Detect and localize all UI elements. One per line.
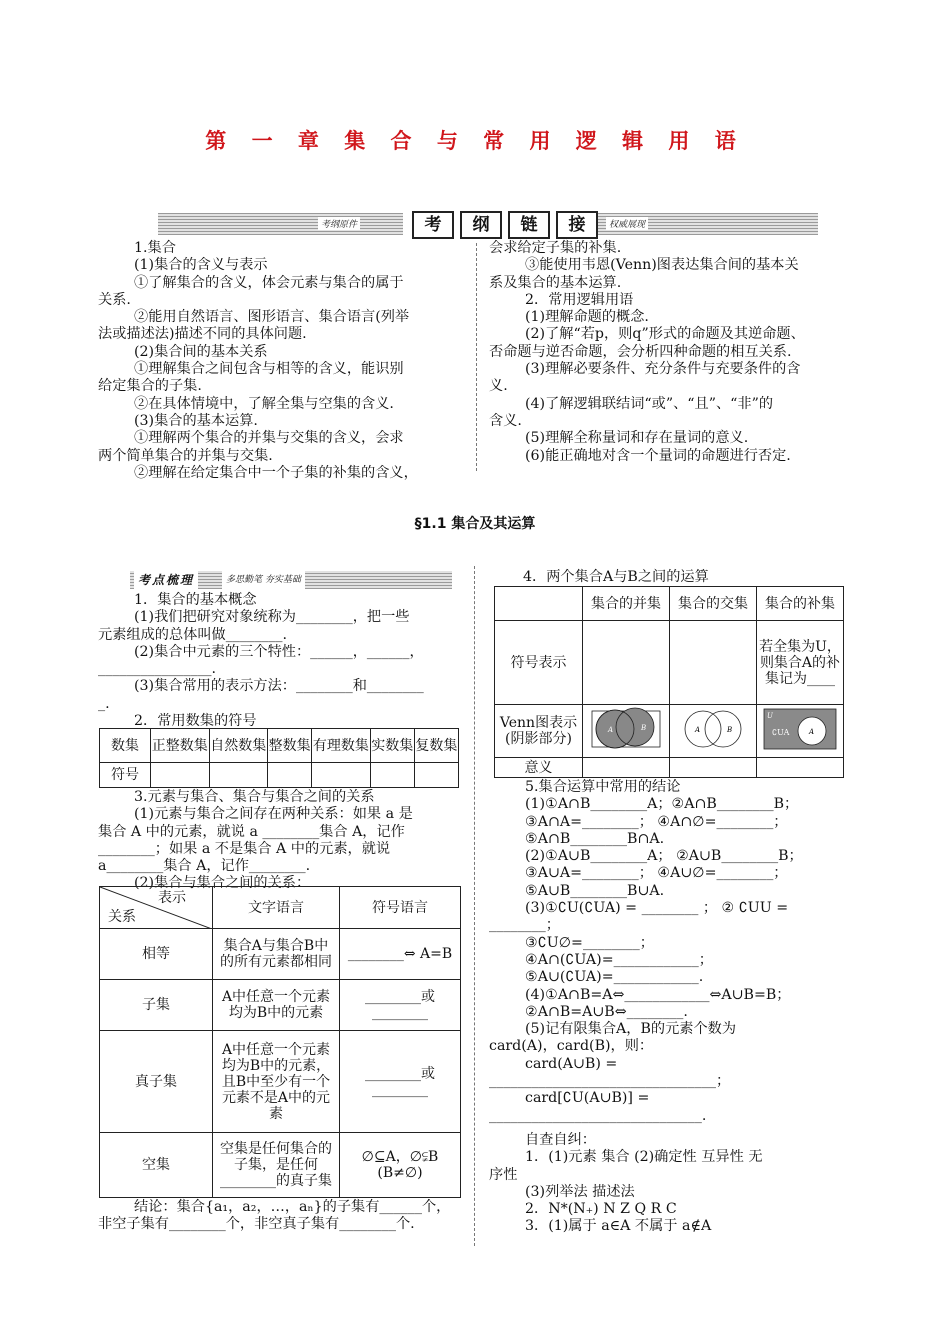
table-cell: 空集是任何集合的子集，是任何________的真子集: [213, 1133, 340, 1198]
text-line: ________________________________；: [489, 1073, 731, 1090]
text-line: ②A∩B=A∪B⇔________.: [525, 1003, 688, 1020]
table-cell: 真子集: [100, 1031, 213, 1133]
table-cell: 符号表示: [495, 621, 583, 705]
table-cell: 意义: [495, 758, 583, 778]
text-line: (2)①A∪B________A； ②A∪B________B；: [525, 848, 803, 865]
text-line: (3)列举法 描述法: [525, 1183, 635, 1200]
section-title: §1.1 集合及其运算: [414, 516, 536, 532]
table-cell: A中任意一个元素均为B中的元素: [213, 980, 340, 1031]
table-cell: 整数集: [268, 729, 312, 763]
text-line: ③∁U∅=________；: [525, 934, 654, 951]
text-line: 义.: [489, 378, 508, 395]
text-line: (1)我们把研究对象统称为________，把一些: [134, 609, 410, 626]
table-cell: 集合的交集: [670, 587, 757, 621]
table-cell: 符号语言: [340, 887, 461, 929]
text-line: card(A)，card(B)，则：: [489, 1038, 654, 1055]
operations-table: [494, 586, 844, 778]
text-line: card[∁U(A∪B)] =: [525, 1090, 650, 1107]
relations-block: [98, 789, 464, 893]
text-line: ________；: [489, 917, 560, 934]
text-line: (3)集合常用的表示方法：________和________: [134, 678, 424, 695]
text-line: 含义.: [489, 412, 522, 429]
table-cell: 集合A与集合B中的所有元素都相同: [213, 929, 340, 980]
text-line: (5)理解全称量词和存在量词的意义.: [525, 430, 749, 447]
concepts-block: [98, 592, 464, 730]
table-cell: ________或________: [340, 980, 461, 1031]
venn-label: ∁UA: [772, 728, 790, 737]
text-line: ④A∩(∁UA)=____________；: [525, 951, 713, 968]
text-line: ⑤A∪B________B∪A.: [525, 882, 665, 899]
table-cell: [209, 763, 268, 788]
table-cell: A中任意一个元素均为B中的元素，且B中至少有一个元素不是A中的元素: [213, 1031, 340, 1133]
syllabus-band: [158, 211, 818, 239]
conclusion-block: [98, 1199, 468, 1234]
kaodian-title: 考点梳理: [134, 571, 198, 589]
text-line: 5.集合运算中常用的结论: [525, 779, 681, 795]
band-char: 纲: [460, 211, 502, 239]
text-line: ①理解两个集合的并集与交集的含义，会求: [134, 430, 404, 447]
table-cell: Venn图表示(阴影部分): [495, 705, 583, 758]
text-line: 3．(1)属于 a∈A 不属于 a∉A: [525, 1218, 712, 1235]
text-line: 2．N*(N₊) N Z Q R C: [525, 1201, 677, 1218]
venn-label: B: [727, 726, 733, 734]
venn-intersection-diagram: [675, 705, 751, 753]
text-line: ②理解在给定集合中一个子集的补集的含义，: [134, 464, 418, 481]
table-cell: 实数集: [370, 729, 414, 763]
venn-union-diagram: [588, 705, 664, 753]
text-line: 法或描述法)描述不同的具体问题.: [98, 326, 307, 343]
text-line: 结论：集合{a₁，a₂，…，aₙ}的子集有______个，: [134, 1199, 451, 1215]
ops-title: 4．两个集合A与B之间的运算: [523, 569, 709, 585]
kaodian-subtitle: 多思勤笔 夯实基础: [222, 571, 305, 589]
text-line: 3.元素与集合、集合与集合之间的关系: [134, 789, 375, 805]
text-line: ________________.: [98, 661, 217, 678]
table-cell: ________或________: [340, 1031, 461, 1133]
text-line: 1．集合的基本概念: [134, 592, 257, 608]
venn-union-cell: [583, 705, 670, 758]
text-line: 2．常用逻辑用语: [525, 291, 634, 308]
venn-intersection-cell: [670, 705, 757, 758]
kaodian-bar: [130, 571, 452, 589]
syllabus-right-column: [489, 240, 859, 465]
text-line: card(A∪B) =: [525, 1055, 618, 1072]
table-cell: 正整数集: [151, 729, 210, 763]
column-divider: [476, 243, 477, 471]
text-line: (4)了解逻辑联结词“或”、“且”、“非”的: [525, 395, 774, 412]
table-cell: 子集: [100, 980, 213, 1031]
band-char: 接: [556, 211, 598, 239]
venn-label: A: [608, 726, 614, 734]
column-divider: [474, 566, 475, 1246]
table-cell: 有理数集: [312, 729, 371, 763]
text-line: (2)集合间的基本关系: [134, 343, 268, 360]
text-line: (4)①A∩B=A⇔____________⇔A∪B=B；: [525, 986, 791, 1003]
text-line: 会求给定子集的补集.: [489, 240, 622, 256]
text-line: a________集合 A，记作________.: [98, 858, 311, 875]
text-line: 元素组成的总体叫做________.: [98, 626, 287, 643]
venn-complement-diagram: [762, 705, 838, 753]
table-cell: 自然数集: [209, 729, 268, 763]
text-line: (1)集合的含义与表示: [134, 257, 268, 274]
venn-label: A: [809, 728, 815, 736]
text-line: 1.集合: [134, 240, 176, 256]
text-line: ②能用自然语言、图形语言、集合语言(列举: [134, 309, 410, 326]
venn-label: A: [695, 726, 701, 734]
table-cell: [370, 763, 414, 788]
table-cell: 数集: [100, 729, 151, 763]
venn-complement-cell: [757, 705, 844, 758]
table-cell: [495, 587, 583, 621]
text-line: ⑤A∪(∁UA)=____________.: [525, 969, 704, 986]
text-line: (2)集合与集合之间的关系：: [134, 875, 311, 892]
text-line: (5)记有限集合A，B的元素个数为: [525, 1021, 737, 1038]
table-cell: [312, 763, 371, 788]
table-cell: [414, 763, 458, 788]
table-cell: [670, 621, 757, 705]
text-line: (3)理解必要条件、充分条件与充要条件的含: [525, 361, 801, 378]
table-cell: [670, 758, 757, 778]
band-char: 链: [508, 211, 550, 239]
text-line: (6)能正确地对含一个量词的命题进行否定.: [525, 447, 791, 464]
text-line: ①理解集合之间包含与相等的含义，能识别: [134, 361, 404, 378]
table-cell: 若全集为U，则集合A的补集记为____: [757, 621, 844, 705]
text-line: 非空子集有________个，非空真子集有________个.: [98, 1216, 415, 1233]
text-line: (3)①∁U(∁UA) = ________ ； ② ∁UU =: [525, 900, 789, 917]
text-line: (1)元素与集合之间存在两种关系：如果 a 是: [134, 806, 413, 823]
venn-label: U: [767, 712, 773, 720]
text-line: ③A∪A=________； ④A∪∅=________；: [525, 865, 788, 882]
text-line: 2．常用数集的符号: [134, 713, 257, 730]
chapter-title: 第 一 章 集 合 与 常 用 逻 辑 用 语: [205, 129, 745, 153]
table-cell: 集合的补集: [757, 587, 844, 621]
text-line: ______________________________.: [489, 1107, 707, 1124]
table-cell: [151, 763, 210, 788]
text-line: _.: [98, 695, 110, 712]
operations-results-block: [489, 779, 855, 1125]
syllabus-left-column: [98, 240, 470, 482]
venn-label: B: [641, 724, 647, 732]
text-line: 集合 A 中的元素，就说 a ________集合 A，记作: [98, 823, 405, 840]
table-cell: [583, 621, 670, 705]
table-cell: [268, 763, 312, 788]
band-right-label: 权威展现: [606, 217, 648, 230]
text-line: ⑤A∩B________B∩A.: [525, 830, 665, 847]
table-cell: [757, 758, 844, 778]
text-line: 序性: [489, 1166, 518, 1183]
text-line: ②在具体情境中，了解全集与空集的含义.: [134, 395, 394, 412]
table-cell: ________⇔ A=B: [340, 929, 461, 980]
text-line: ________；如果 a 不是集合 A 中的元素，就说: [98, 840, 391, 857]
table-corner: [100, 887, 213, 929]
text-line: ①了解集合的含义，体会元素与集合的属于: [134, 274, 404, 291]
band-char: 考: [412, 211, 454, 239]
table-cell: 文字语言: [213, 887, 340, 929]
table-cell: 集合的并集: [583, 587, 670, 621]
text-line: 自查自纠：: [525, 1132, 596, 1148]
table-cell: 复数集: [414, 729, 458, 763]
text-line: 1．(1)元素 集合 (2)确定性 互异性 无: [525, 1149, 763, 1166]
relation-table: [99, 886, 461, 1198]
text-line: 两个简单集合的并集与交集.: [98, 447, 273, 464]
table-cell: 相等: [100, 929, 213, 980]
text-line: ③A∩A=________； ④A∩∅=________；: [525, 813, 788, 830]
corner-bottom: 关系: [108, 909, 136, 925]
text-line: (1)①A∩B________A；②A∩B________B；: [525, 796, 799, 813]
self-check-answers: [489, 1132, 855, 1236]
text-line: (2)集合中元素的三个特性：______，______，: [134, 643, 424, 660]
text-line: (2)了解“若p，则q”形式的命题及其逆命题、: [525, 326, 805, 343]
text-line: (3)集合的基本运算.: [134, 412, 258, 429]
number-set-table: [99, 728, 459, 788]
text-line: 给定集合的子集.: [98, 378, 202, 395]
band-left-label: 考纲原件: [318, 217, 360, 230]
table-cell: [583, 758, 670, 778]
text-line: 关系.: [98, 291, 131, 308]
text-line: (1)理解命题的概念.: [525, 309, 649, 326]
table-cell: 符号: [100, 763, 151, 788]
text-line: 否命题与逆否命题，会分析四种命题的相互关系.: [489, 343, 792, 360]
text-line: 系及集合的基本运算.: [489, 274, 622, 291]
table-cell: 空集: [100, 1133, 213, 1198]
table-cell: ∅⊆A，∅⫋B (B≠∅): [340, 1133, 461, 1198]
text-line: ③能使用韦恩(Venn)图表达集合间的基本关: [525, 257, 799, 274]
corner-top: 表示: [158, 890, 186, 906]
